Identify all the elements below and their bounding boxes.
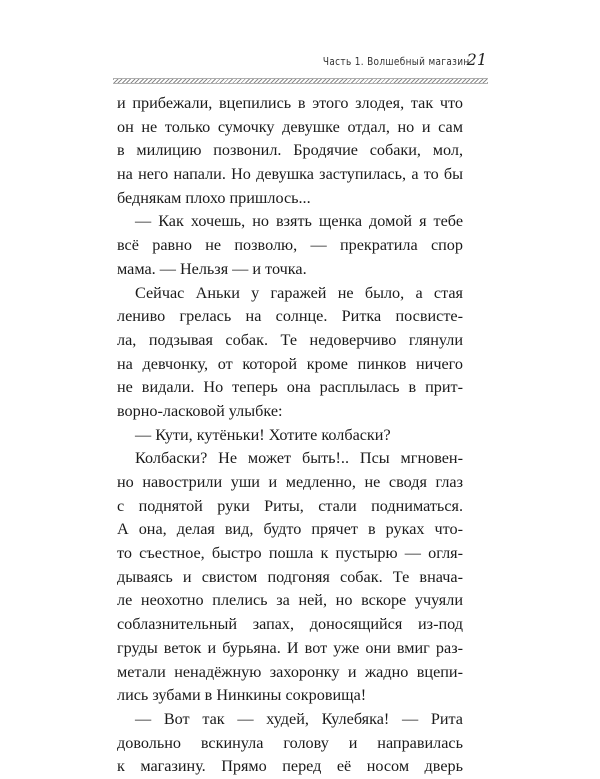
text-line: мама. — Нельзя — и точка. (117, 259, 307, 278)
text-line: Сейчас Аньки у гаражей не было, а стая (135, 283, 463, 302)
text-line: ле неохотно плелись за ней, но вскоре учуяли (117, 591, 463, 610)
text-line: метали ненадёжную захоронку и жадно вцепи- (117, 662, 463, 681)
text-line: — Кути, кутёньки! Хотите колбаски? (135, 425, 391, 444)
text-line: Колбаски? Не может быть!.. Псы мгновен- (135, 449, 463, 468)
decorative-rule (113, 78, 488, 84)
body-text (117, 92, 463, 779)
text-line: всё равно не позволю, — прекратила спор (117, 236, 463, 255)
text-line: он не только сумочку девушке отдал, но и сам (117, 117, 463, 136)
text-line: на девчонку, от которой кроме пинков ничего (117, 354, 463, 373)
text-line: лись зубами в Нинкины сокровища! (117, 686, 367, 705)
text-line: дываясь и свистом подгоняя собак. Те внача- (117, 567, 463, 586)
text-line: ворно-ласковой улыбке: (117, 401, 283, 420)
text-line: в милицию позвонил. Бродячие собаки, мол, (117, 141, 463, 160)
text-line: и прибежали, вцепились в этого злодея, так что (117, 94, 463, 112)
text-line: не видали. Но теперь она расплылась в прит- (117, 378, 463, 397)
text-line: груды веток и бурьяна. И вот уже они вмиг раз- (117, 638, 463, 657)
text-line: то съестное, быстро пошла к пустырю — огля- (117, 544, 463, 563)
text-line: ла, подзывая собак. Те недоверчиво глянули (117, 330, 463, 349)
page-number: 21 (466, 50, 487, 69)
text-line: лениво грелась на солнце. Ритка посвисте- (117, 307, 463, 326)
text-line: соблазнительный запах, доносящийся из-под (117, 615, 463, 634)
text-line: — Вот так — худей, Кулебяка! — Рита (135, 709, 463, 728)
text-line: с поднятой руки Риты, стали подниматься. (117, 496, 463, 515)
text-line: на него напали. Но девушка заступилась, а то бы (117, 165, 463, 184)
text-line: беднякам плохо пришлось... (117, 188, 311, 207)
text-line: А она, делая вид, будто прячет в руках что- (117, 520, 463, 539)
text-line: к магазину. Прямо перед её носом дверь (117, 757, 463, 776)
text-line: довольно вскинула голову и направилась (117, 733, 463, 752)
text-line: но навострили уши и медленно, не сводя глаз (117, 473, 463, 491)
text-line: — Как хочешь, но взять щенка домой я тебе (135, 212, 463, 231)
running-head-title: Часть 1. Волшебный магазин (323, 56, 470, 68)
